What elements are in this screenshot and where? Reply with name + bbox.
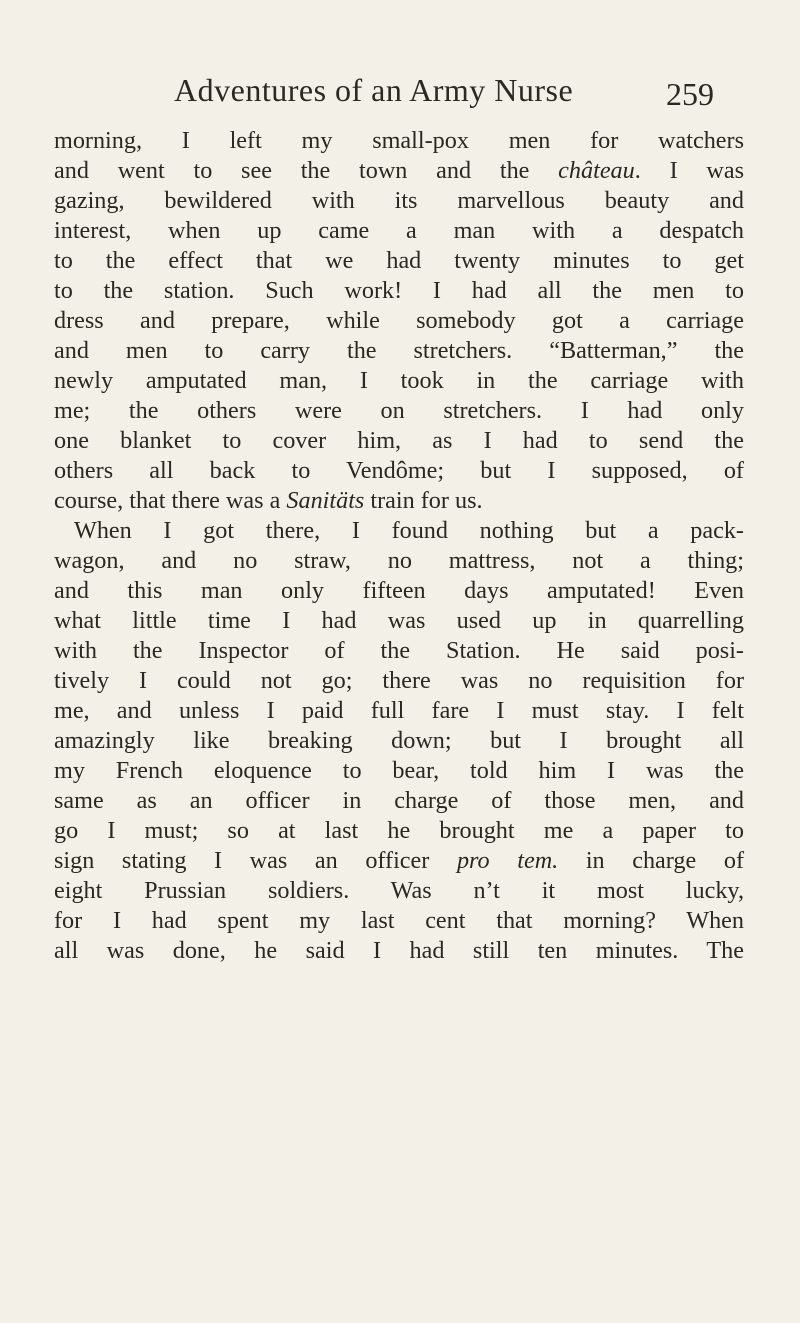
text-line: [54, 636, 744, 666]
text-segment: sign stating I was an officer: [54, 847, 457, 874]
text-segment: interest, when up came a man with a despatch: [54, 217, 744, 244]
text-line: [54, 816, 744, 846]
text-segment: my French eloquence to bear, told him I was the: [54, 757, 744, 784]
text-segment: with the Inspector of the Station. He said posi-: [54, 637, 744, 664]
text-line: [54, 906, 744, 936]
text-line: [54, 306, 744, 336]
text-line: [54, 606, 744, 636]
text-segment: me; the others were on stretchers. I had only: [54, 397, 744, 424]
running-title: Adventures of an Army Nurse: [174, 72, 574, 108]
text-line: [54, 666, 744, 696]
text-segment: to the station. Such work! I had all the men to: [54, 277, 744, 304]
italic-text: Sanitäts: [286, 487, 365, 514]
text-segment: newly amputated man, I took in the carriage with: [54, 367, 744, 394]
text-segment: . I was: [634, 157, 744, 184]
text-line: [54, 426, 744, 456]
text-segment: When I got there, I found nothing but a pack-: [74, 517, 744, 544]
text-line: [54, 396, 744, 426]
text-segment: eight Prussian soldiers. Was n’t it most lucky,: [54, 877, 744, 904]
text-segment: gazing, bewildered with its marvellous beauty and: [54, 187, 744, 214]
page-number: 259: [666, 76, 714, 112]
italic-text: château: [558, 157, 635, 184]
text-segment: others all back to Vendôme; but I supposed, of: [54, 457, 744, 484]
text-line: [54, 936, 744, 966]
text-segment: in charge of: [558, 847, 744, 874]
italic-text: pro tem.: [456, 847, 559, 874]
running-head: [174, 72, 714, 116]
text-line: [54, 186, 744, 216]
text-segment: and went to see the town and the: [54, 157, 559, 184]
text-line: [54, 126, 744, 156]
text-line: [54, 756, 744, 786]
text-line: [54, 516, 744, 546]
text-segment: dress and prepare, while somebody got a carriage: [54, 307, 744, 334]
text-segment: for I had spent my last cent that morning? When: [54, 907, 744, 934]
body-text: [54, 126, 744, 966]
text-line: [54, 786, 744, 816]
text-segment: morning, I left my small-pox men for watchers: [54, 127, 744, 154]
text-line: [54, 366, 744, 396]
text-segment: what little time I had was used up in quarrelling: [54, 607, 744, 634]
text-segment: train for us.: [364, 487, 483, 514]
text-line: [54, 846, 744, 876]
text-line: [54, 456, 744, 486]
text-line: [54, 246, 744, 276]
text-segment: me, and unless I paid full fare I must stay. I felt: [54, 697, 744, 724]
text-segment: tively I could not go; there was no requisition for: [54, 667, 744, 694]
text-segment: go I must; so at last he brought me a paper to: [54, 817, 744, 844]
text-segment: to the effect that we had twenty minutes to get: [54, 247, 744, 274]
text-line: [54, 276, 744, 306]
text-line: [54, 576, 744, 606]
text-line: [54, 726, 744, 756]
text-segment: and men to carry the stretchers. “Batterman,” the: [54, 337, 744, 364]
text-line: [54, 486, 744, 516]
text-line: [54, 696, 744, 726]
text-line: [54, 876, 744, 906]
text-segment: amazingly like breaking down; but I brought all: [54, 727, 744, 754]
text-segment: course, that there was a: [54, 487, 287, 514]
text-segment: all was done, he said I had still ten minutes. The: [54, 937, 744, 964]
text-segment: same as an officer in charge of those men, and: [54, 787, 744, 814]
text-line: [54, 216, 744, 246]
text-segment: wagon, and no straw, no mattress, not a thing;: [54, 547, 744, 574]
text-segment: one blanket to cover him, as I had to send the: [54, 427, 744, 454]
text-line: [54, 156, 744, 186]
text-line: [54, 336, 744, 366]
text-line: [54, 546, 744, 576]
text-segment: and this man only fifteen days amputated! Even: [54, 577, 744, 604]
